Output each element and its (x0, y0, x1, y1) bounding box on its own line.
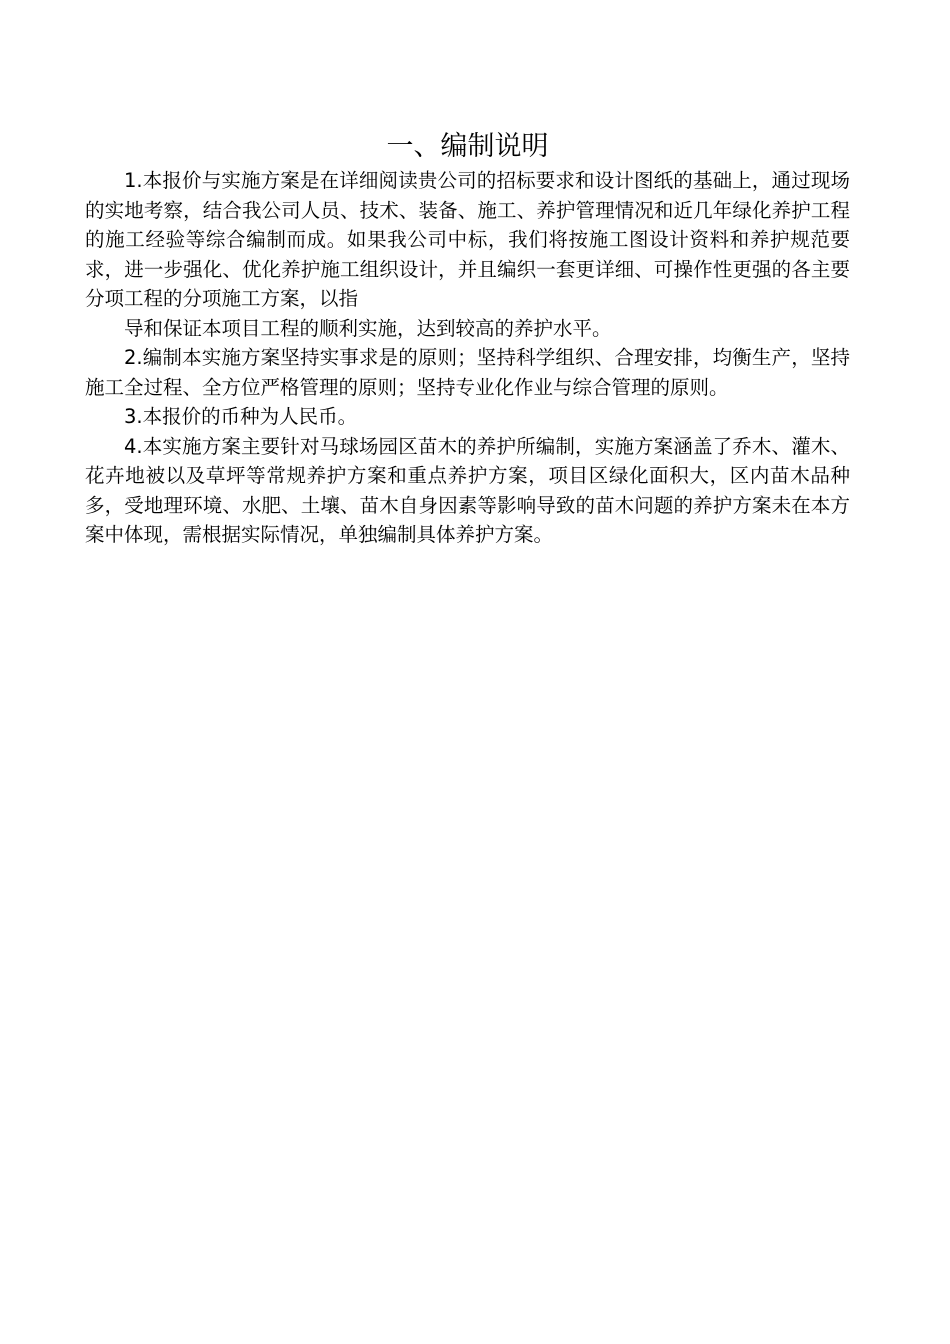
paragraph-4: 4.本实施方案主要针对马球场园区苗木的养护所编制，实施方案涵盖了乔木、灌木、花卉地被以及草坪等常规养护方案和重点养护方案，项目区绿化面积大，区内苗木品种多，受地理环境、水肥、土壤、苗木自身因素等影响导致的苗木问题的养护方案未在本方案中体现，需根据实际情况，单独编制具体养护方案。 (85, 434, 850, 546)
paragraph-1-continued: 导和保证本项目工程的顺利实施，达到较高的养护水平。 (124, 316, 612, 340)
page-title: 一、编制说明 (386, 131, 549, 162)
paragraph-1: 1.本报价与实施方案是在详细阅读贵公司的招标要求和设计图纸的基础上，通过现场的实地考察，结合我公司人员、技术、装备、施工、养护管理情况和近几年绿化养护工程的施工经验等综合编制而成。如果我公司中标，我们将按施工图设计资料和养护规范要求，进一步强化、优化养护施工组织设计，并且编织一套更详细、可操作性更强的各主要分项工程的分项施工方案，以指 (85, 169, 850, 310)
document-page (85, 128, 850, 550)
paragraph-2: 2.编制本实施方案坚持实事求是的原则；坚持科学组织、合理安排，均衡生产，坚持施工全过程、全方位严格管理的原则；坚持专业化作业与综合管理的原则。 (85, 346, 850, 399)
paragraph-3: 3.本报价的币种为人民币。 (124, 405, 358, 428)
